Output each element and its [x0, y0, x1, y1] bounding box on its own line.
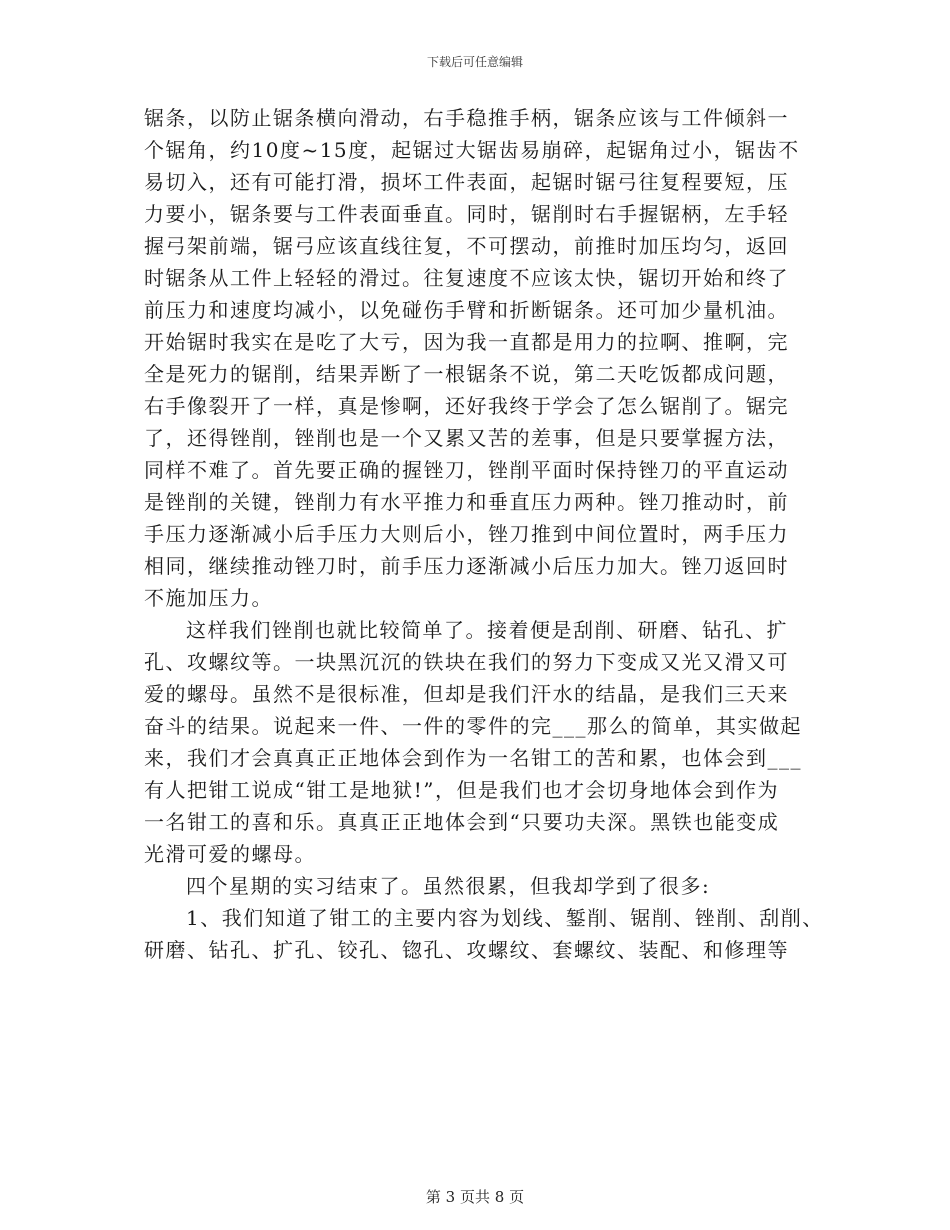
- text-line: 一名钳工的喜和乐。真真正正地体会到“只要功夫深。黑铁也能变成: [144, 810, 780, 834]
- text-line: 力要小，锯条要与工件表面垂直。同时，锯削时右手握锯柄，左手轻: [144, 202, 789, 226]
- text-line: 了，还得锉削，锉削也是一个又累又苦的差事，但是只要掌握方法，: [144, 426, 789, 450]
- text-line: 开始锯时我实在是吃了大亏，因为我一直都是用力的拉啊、推啊，完: [144, 330, 789, 354]
- text-line: 光滑可爱的螺母。: [144, 842, 316, 866]
- text-line: 锯条，以防止锯条横向滑动，右手稳推手柄，锯条应该与工件倾斜一: [144, 106, 789, 130]
- page-footer: 第 3 页共 8 页: [425, 1188, 525, 1206]
- document-body: [144, 102, 824, 966]
- text-line: 全是死力的锯削，结果弄断了一根锯条不说，第二天吃饭都成问题，: [144, 362, 789, 386]
- text-line: 孔、攻螺纹等。一块黑沉沉的铁块在我们的努力下变成又光又滑又可: [144, 650, 789, 674]
- text-line: 有人把钳工说成“钳工是地狱!”，但是我们也才会切身地体会到作为: [144, 778, 779, 802]
- text-line: 右手像裂开了一样，真是惨啊，还好我终于学会了怎么锯削了。锯完: [144, 394, 789, 418]
- text-line: 奋斗的结果。说起来一件、一件的零件的完___那么的简单，其实做起: [144, 714, 802, 738]
- text-line: 手压力逐渐减小后手压力大则后小，锉刀推到中间位置时，两手压力: [144, 522, 789, 546]
- text-line: 个锯角，约10度~15度，起锯过大锯齿易崩碎，起锯角过小，锯齿不: [144, 138, 800, 162]
- text-line: 不施加压力。: [144, 586, 273, 610]
- text-line: 握弓架前端，锯弓应该直线往复，不可摆动，前推时加压均匀，返回: [144, 234, 789, 258]
- paragraph-start-line: 四个星期的实习结束了。虽然很累，但我却学到了很多:: [186, 874, 711, 898]
- text-line: 来，我们才会真真正正地体会到作为一名钳工的苦和累，也体会到___: [144, 746, 802, 770]
- text-line: 研磨、钻孔、扩孔、铰孔、锪孔、攻螺纹、套螺纹、装配、和修理等: [144, 938, 789, 962]
- text-line: 相同，继续推动锉刀时，前手压力逐渐减小后压力加大。锉刀返回时: [144, 554, 789, 578]
- paragraph-start-line: 1、我们知道了钳工的主要内容为划线、錾削、锯削、锉削、刮削、: [186, 906, 824, 930]
- text-line: 是锉削的关键，锉削力有水平推力和垂直压力两种。锉刀推动时，前: [144, 490, 789, 514]
- text-line: 同样不难了。首先要正确的握锉刀，锉削平面时保持锉刀的平直运动: [144, 458, 789, 482]
- text-line: 爱的螺母。虽然不是很标准，但却是我们汗水的结晶，是我们三天来: [144, 682, 789, 706]
- text-line: 时锯条从工件上轻轻的滑过。往复速度不应该太快，锯切开始和终了: [144, 266, 789, 290]
- paragraph-start-line: 这样我们锉削也就比较简单了。接着便是刮削、研磨、钻孔、扩: [186, 618, 788, 642]
- text-line: 易切入，还有可能打滑，损坏工件表面，起锯时锯弓往复程要短，压: [144, 170, 789, 194]
- text-line: 前压力和速度均减小，以免碰伤手臂和折断锯条。还可加少量机油。: [144, 298, 789, 322]
- page-header: 下载后可任意编辑: [426, 55, 523, 69]
